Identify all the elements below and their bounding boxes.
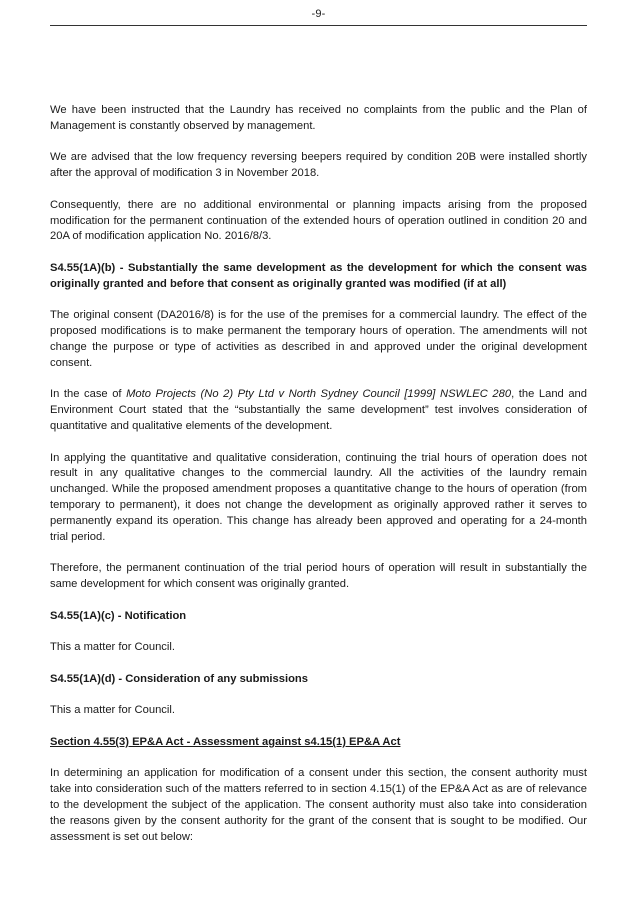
paragraph-determining: In determining an application for modification of a consent under this section, the consent authority must take into consideration such of the matters referred to in section 4.15(1) of the EP&A Act as are of relevance to the development the subject of the application. The consent authority must also take into consideration the reasons given by the consent authority for the grant of the consent that is sought to be modified. Our assessment is set out below: <box>50 767 587 843</box>
header-divider <box>50 25 587 26</box>
heading-s455-1a-c: S4.55(1A)(c) - Notification <box>50 609 187 622</box>
paragraph-consequently: Consequently, there are no additional environmental or planning impacts arising from the proposed modification for the permanent continuation of the extended hours of operation outlined in condition 20 and 20A of modification application No. 2016/8/3. <box>50 198 587 243</box>
heading-s455-1a-d: S4.55(1A)(d) - Consideration of any submissions <box>50 672 308 685</box>
case-intro-text: In the case of <box>50 388 127 401</box>
case-citation: Moto Projects (No 2) Pty Ltd v North Sydney Council [1999] NSWLEC 280 <box>126 388 512 401</box>
paragraph-beepers: We are advised that the low frequency reversing beepers required by condition 20B were installed shortly after the approval of modification 3 in November 2018. <box>50 151 587 180</box>
heading-section-455-3: Section 4.55(3) EP&A Act - Assessment against s4.15(1) EP&A Act <box>50 735 401 748</box>
case-rest-text: , the Land and Environment Court stated that the “substantially the same development” test involves consideration of quantitative and qualitative elements of the development. <box>50 388 588 432</box>
paragraph-case-law <box>50 387 587 434</box>
page-number: -9- <box>311 8 326 20</box>
paragraph-qualitative: In applying the quantitative and qualitative consideration, continuing the trial hours of operation does not result in any qualitative changes to the commercial laundry. All the activities of the laundry remain unchanged. While the proposed amendment proposes a quantitative change to the hours of operation (from temporary to permanent), it does not change the development as originally approved rather it serves to permanently expand its operation. This change has already been approved and operating for a 24-month trial period. <box>50 451 587 543</box>
heading-s455-1a-b: S4.55(1A)(b) - Substantially the same development as the development for which the consent was originally granted and before that consent as originally granted was modified (if at all) <box>50 261 587 290</box>
document-body <box>50 103 587 861</box>
paragraph-complaints: We have been instructed that the Laundry has received no complaints from the public and the Plan of Management is constantly observed by management. <box>50 104 587 132</box>
paragraph-original-consent: The original consent (DA2016/8) is for the use of the premises for a commercial laundry. The effect of the proposed modifications is to make permanent the temporary hours of operation. The amendments will not change the purpose or type of activities as described in and approved under the original development consent. <box>50 309 587 369</box>
paragraph-therefore: Therefore, the permanent continuation of the trial period hours of operation will result in substantially the same development for which consent was originally granted. <box>50 562 587 590</box>
paragraph-submissions: This a matter for Council. <box>50 704 175 717</box>
paragraph-notification: This a matter for Council. <box>50 641 175 654</box>
